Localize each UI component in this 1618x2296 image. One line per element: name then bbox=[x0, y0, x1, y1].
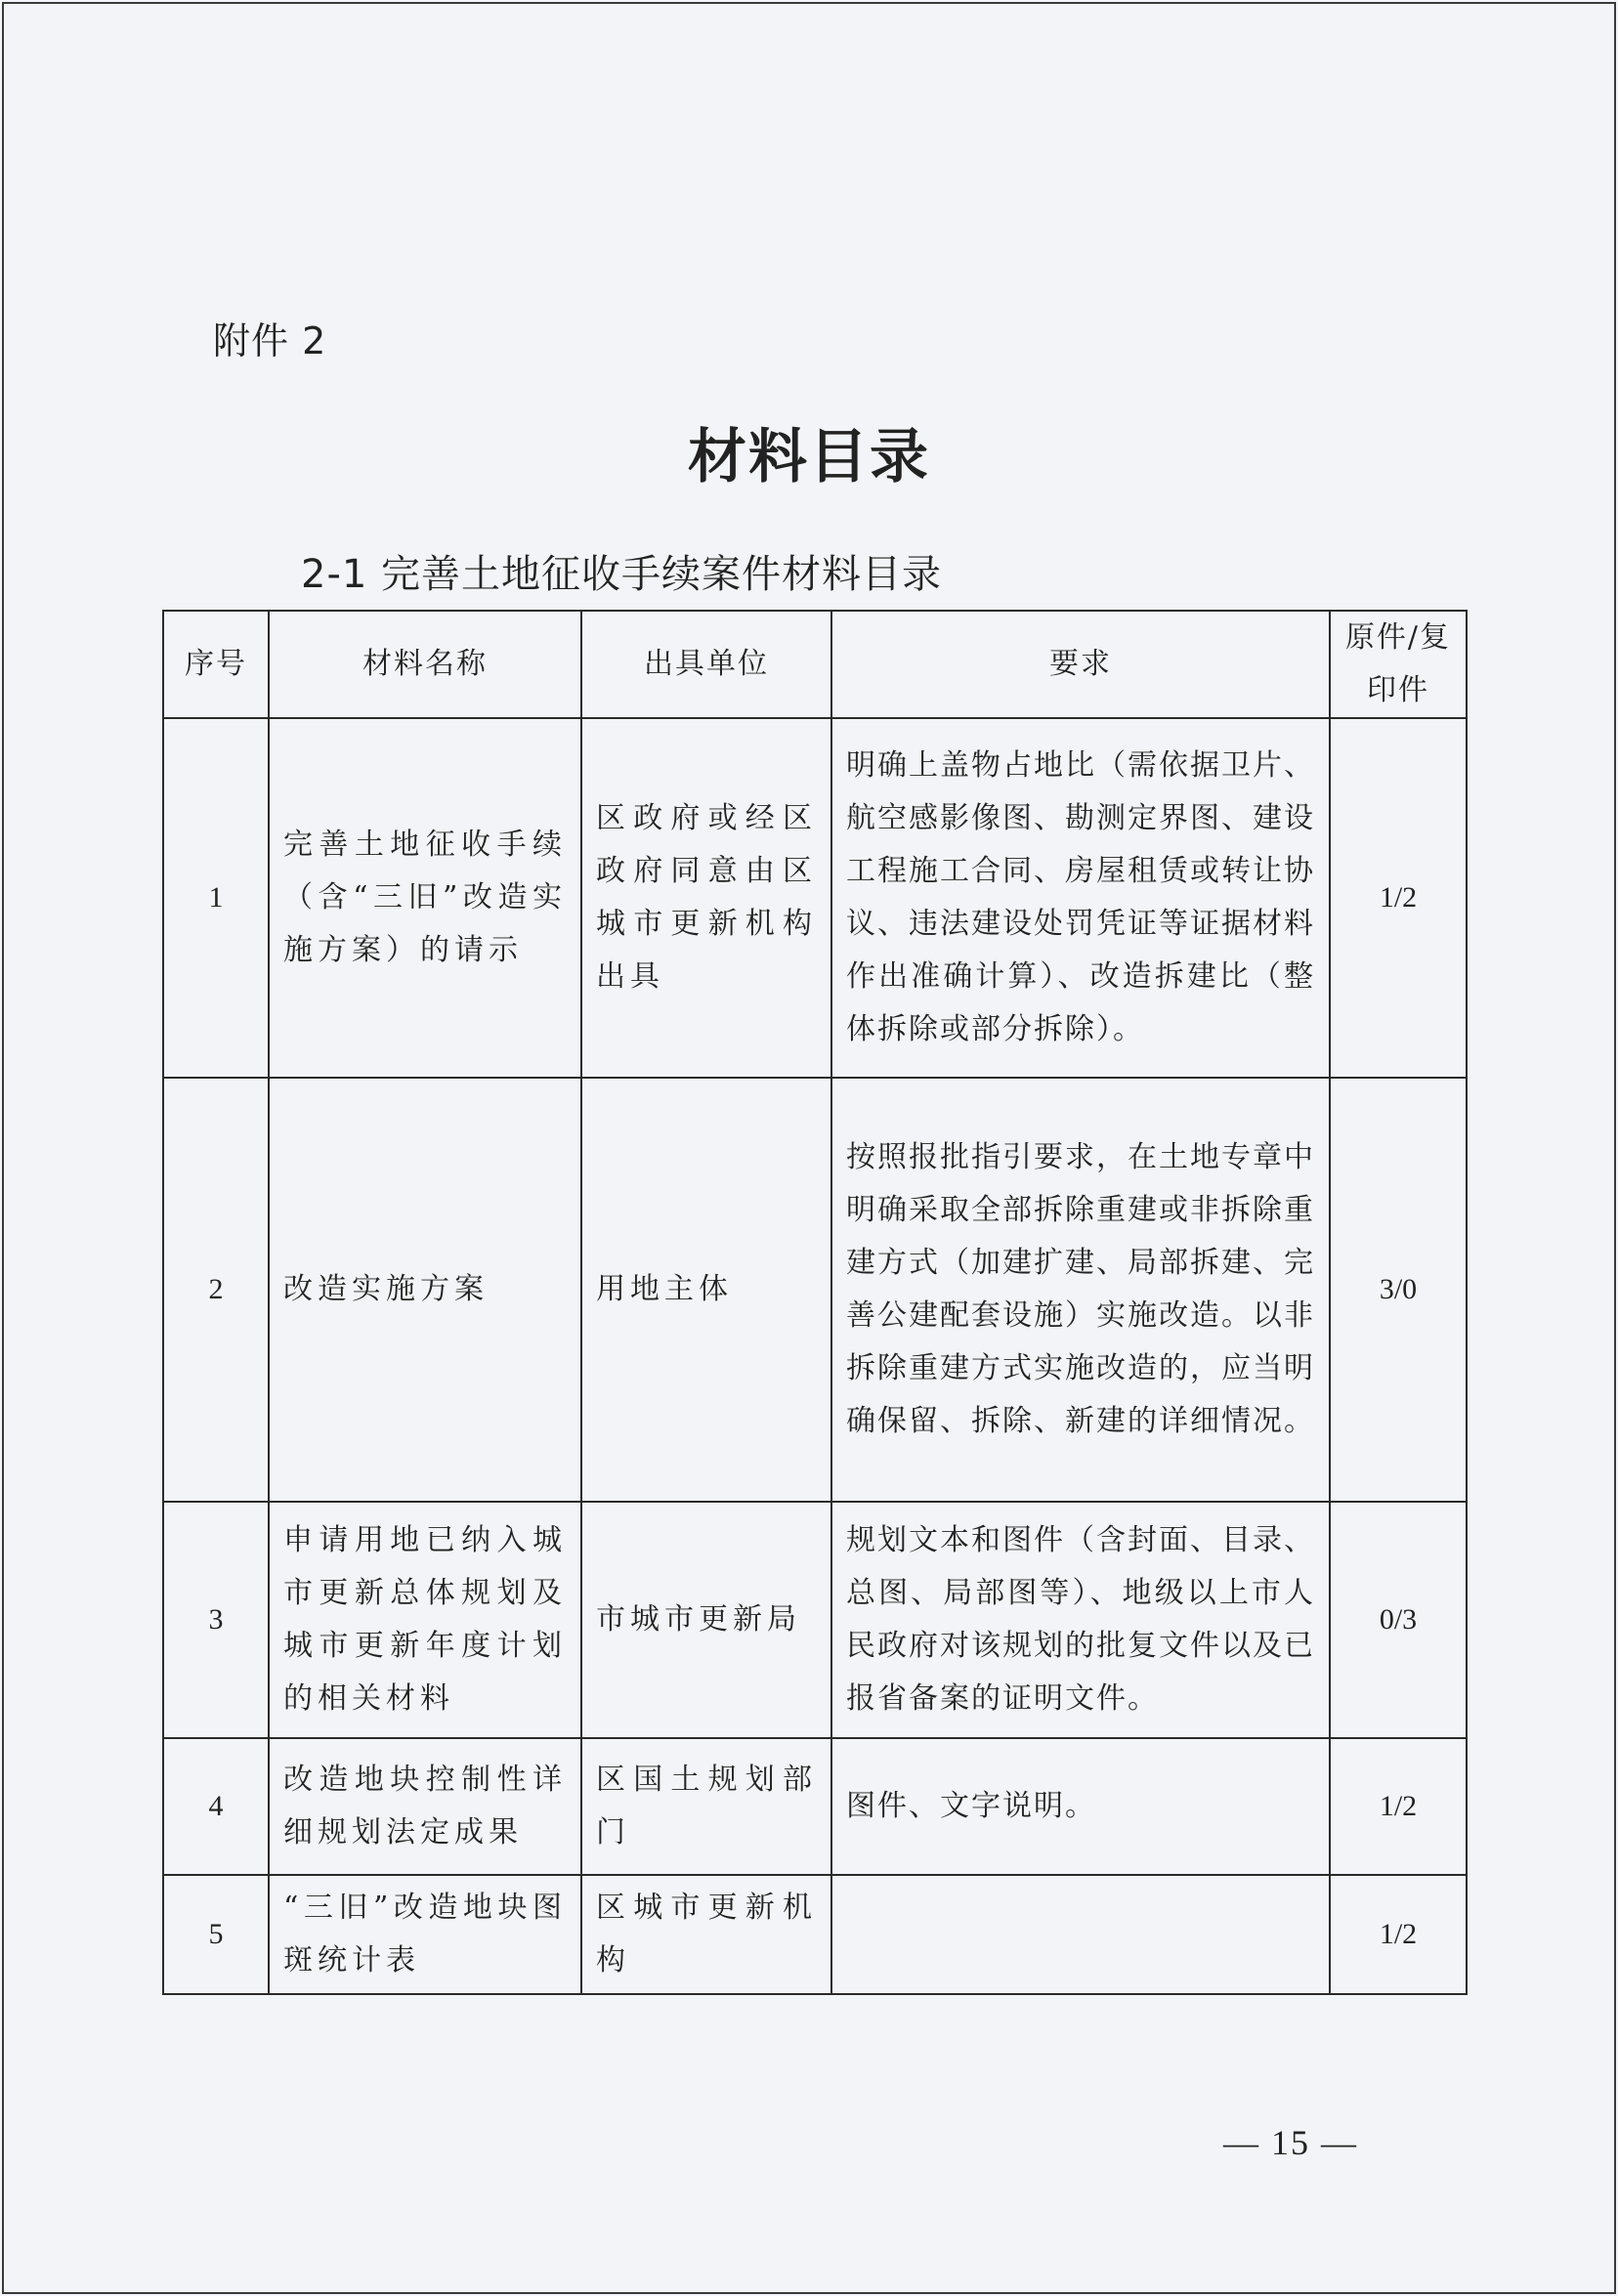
requirement: 图件、文字说明。 bbox=[831, 1738, 1330, 1875]
header-no: 序号 bbox=[163, 611, 269, 718]
document-title: 材料目录 bbox=[688, 423, 930, 491]
material-name: 改造实施方案 bbox=[269, 1078, 581, 1502]
requirement: 按照报批指引要求，在土地专章中明确采取全部拆除重建或非拆除重建方式（加建扩建、局部拆建、完善公建配套设施）实施改造。以非拆除重建方式实施改造的，应当明确保留、拆除、新建的详细情况。 bbox=[831, 1078, 1330, 1502]
requirement: 规划文本和图件（含封面、目录、总图、局部图等）、地级以上市人民政府对该规划的批复文件以及已报省备案的证明文件。 bbox=[831, 1502, 1330, 1738]
table-row bbox=[163, 1875, 1467, 1994]
original-copy-count: 1/2 bbox=[1330, 1875, 1467, 1994]
header-copies: 原件/复印件 bbox=[1330, 611, 1467, 718]
table-row bbox=[163, 1502, 1467, 1738]
material-name: 申请用地已纳入城市更新总体规划及城市更新年度计划的相关材料 bbox=[269, 1502, 581, 1738]
row-number: 5 bbox=[163, 1875, 269, 1994]
original-copy-count: 1/2 bbox=[1330, 1738, 1467, 1875]
issuing-unit: 用地主体 bbox=[581, 1078, 831, 1502]
row-number: 3 bbox=[163, 1502, 269, 1738]
original-copy-count: 1/2 bbox=[1330, 718, 1467, 1078]
requirement: 明确上盖物占地比（需依据卫片、航空感影像图、勘测定界图、建设工程施工合同、房屋租赁或转让协议、违法建设处罚凭证等证据材料作出准确计算）、改造拆建比（整体拆除或部分拆除）。 bbox=[831, 718, 1330, 1078]
material-name: “三旧”改造地块图斑统计表 bbox=[269, 1875, 581, 1994]
header-unit: 出具单位 bbox=[581, 611, 831, 718]
header-name: 材料名称 bbox=[269, 611, 581, 718]
page-number: — 15 — bbox=[1223, 2123, 1358, 2162]
section-title: 2-1 完善土地征收手续案件材料目录 bbox=[301, 552, 943, 597]
attachment-label: 附件 2 bbox=[213, 319, 327, 362]
issuing-unit: 区政府或经区政府同意由区城市更新机构出具 bbox=[581, 718, 831, 1078]
issuing-unit: 市城市更新局 bbox=[581, 1502, 831, 1738]
table-row bbox=[163, 718, 1467, 1078]
issuing-unit: 区国土规划部门 bbox=[581, 1738, 831, 1875]
table-row bbox=[163, 1738, 1467, 1875]
material-name: 完善土地征收手续（含“三旧”改造实施方案）的请示 bbox=[269, 718, 581, 1078]
original-copy-count: 0/3 bbox=[1330, 1502, 1467, 1738]
table-row bbox=[163, 1078, 1467, 1502]
table-header-row bbox=[163, 611, 1467, 718]
row-number: 2 bbox=[163, 1078, 269, 1502]
row-number: 1 bbox=[163, 718, 269, 1078]
row-number: 4 bbox=[163, 1738, 269, 1875]
original-copy-count: 3/0 bbox=[1330, 1078, 1467, 1502]
header-requirement: 要求 bbox=[831, 611, 1330, 718]
issuing-unit: 区城市更新机构 bbox=[581, 1875, 831, 1994]
materials-table bbox=[162, 610, 1468, 1995]
material-name: 改造地块控制性详细规划法定成果 bbox=[269, 1738, 581, 1875]
requirement bbox=[831, 1875, 1330, 1994]
